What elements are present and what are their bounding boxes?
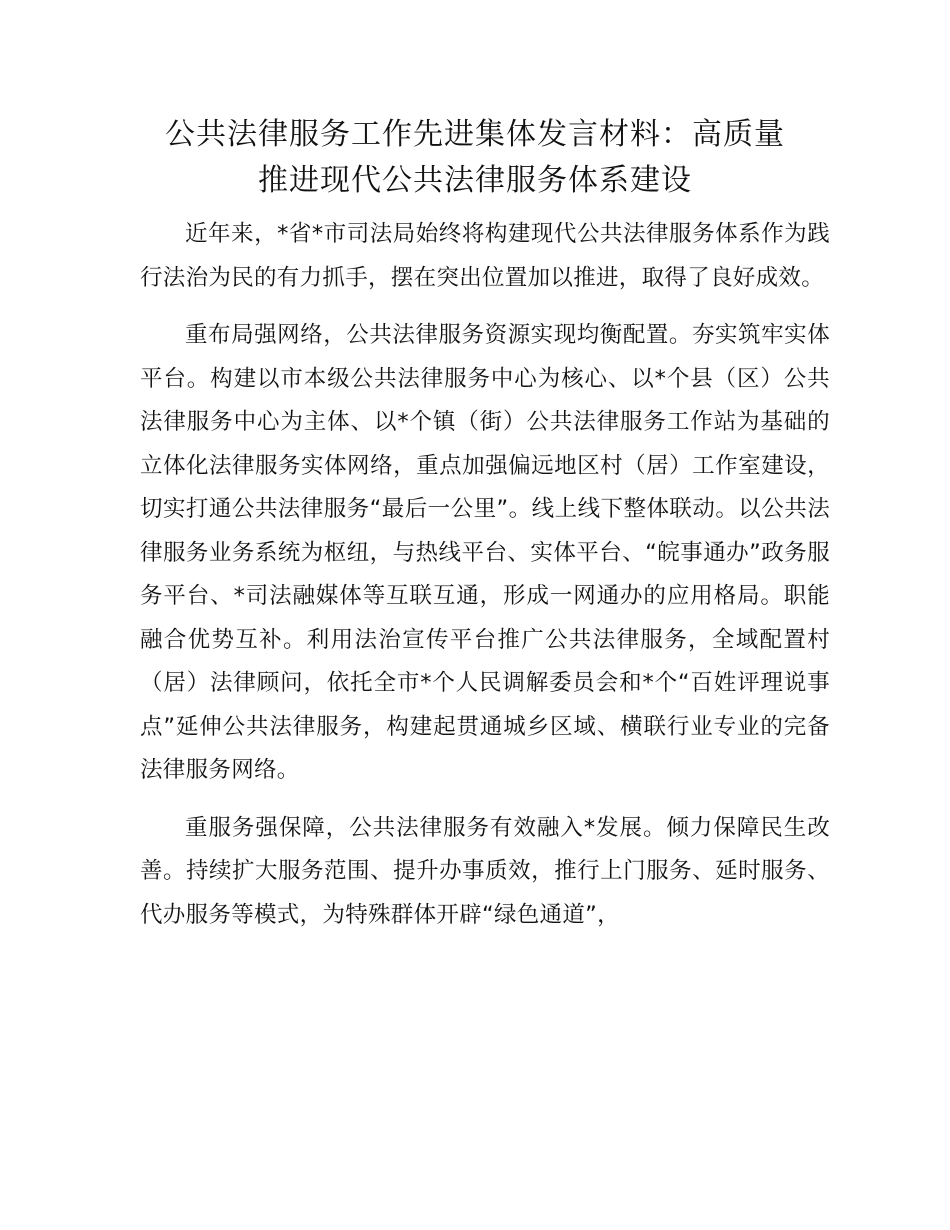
title-line-2: 推进现代公共法律服务体系建设 <box>258 163 692 198</box>
paragraph-layout-network: 重布局强网络，公共法律服务资源实现均衡配置。夯实筑牢实体平台。构建以市本级公共法律服务中心为核心、以*个县（区）公共法律服务中心为主体、以*个镇（街）公共法律服务工作站为基础的立体化法律服务实体网络，重点加强偏远地区村（居）工作室建设，切实打通公共法律服务“最后一公里”。线上线下整体联动。以公共法律服务业务系统为枢纽，与热线平台、实体平台、“皖事通办”政务服务平台、*司法融媒体等互联互通，形成一网通办的应用格局。职能融合优势互补。利用法治宣传平台推广公共法律服务，全域配置村（居）法律顾问，依托全市*个人民调解委员会和*个“百姓评理说事点”延伸公共法律服务，构建起贯通城乡区域、横联行业专业的完备法律服务网络。 <box>140 322 830 783</box>
paragraph-service-guarantee: 重服务强保障，公共法律服务有效融入*发展。倾力保障民生改善。持续扩大服务范围、提升办事质效，推行上门服务、延时服务、代办服务等模式，为特殊群体开辟“绿色通道”， <box>140 814 830 928</box>
title-line-1: 公共法律服务工作先进集体发言材料：高质量 <box>165 117 785 152</box>
document-title <box>100 112 850 204</box>
paragraph-intro: 近年来，*省*市司法局始终将构建现代公共法律服务体系作为践行法治为民的有力抓手，摆在突出位置加以推进，取得了良好成效。 <box>140 221 830 291</box>
document-body <box>140 213 830 951</box>
